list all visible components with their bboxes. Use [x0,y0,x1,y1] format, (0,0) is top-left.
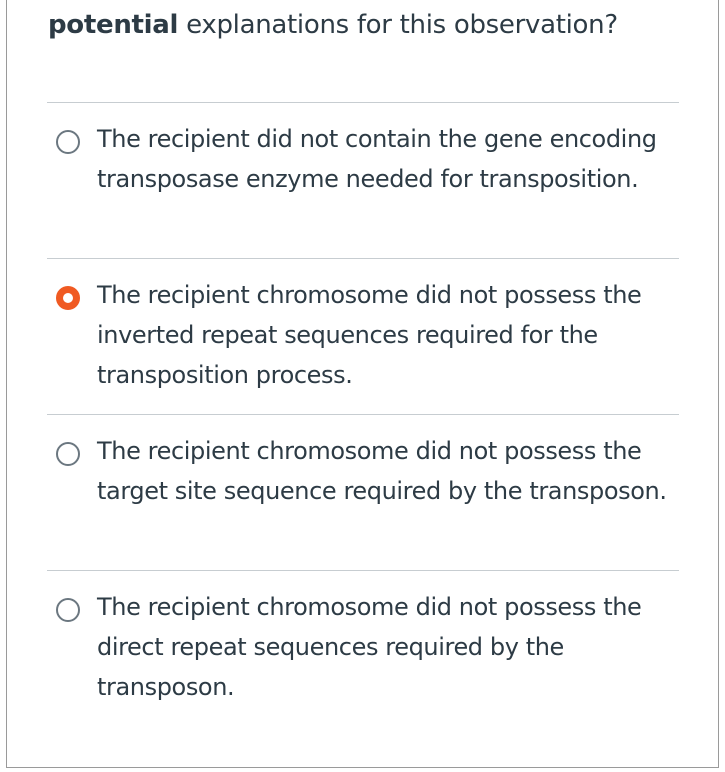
answer-option-1[interactable] [56,119,676,259]
answer-option-label[interactable]: The recipient chromosome did not possess the inverted repeat sequences required for the transposition process. [97,281,642,389]
answer-option-label[interactable]: The recipient chromosome did not possess the target site sequence required by the transposon. [97,437,667,505]
radio-button[interactable] [56,442,80,466]
radio-button[interactable] [56,286,80,310]
radio-button[interactable] [56,130,80,154]
radio-button[interactable] [56,598,80,622]
question-bold-text: potential [48,10,179,40]
divider [47,570,679,571]
divider [47,414,679,415]
divider [47,258,679,259]
question-rest-text: explanations for this observation? [178,10,618,40]
answer-option-label[interactable]: The recipient did not contain the gene encoding transposase enzyme needed for transposition. [97,125,657,193]
divider [47,102,679,103]
answer-option-2[interactable] [56,275,676,415]
answer-option-label[interactable]: The recipient chromosome did not possess the direct repeat sequences required by the transposon. [97,593,642,701]
answer-option-4[interactable] [56,587,676,727]
question-text [48,10,618,40]
answer-option-3[interactable] [56,431,676,571]
